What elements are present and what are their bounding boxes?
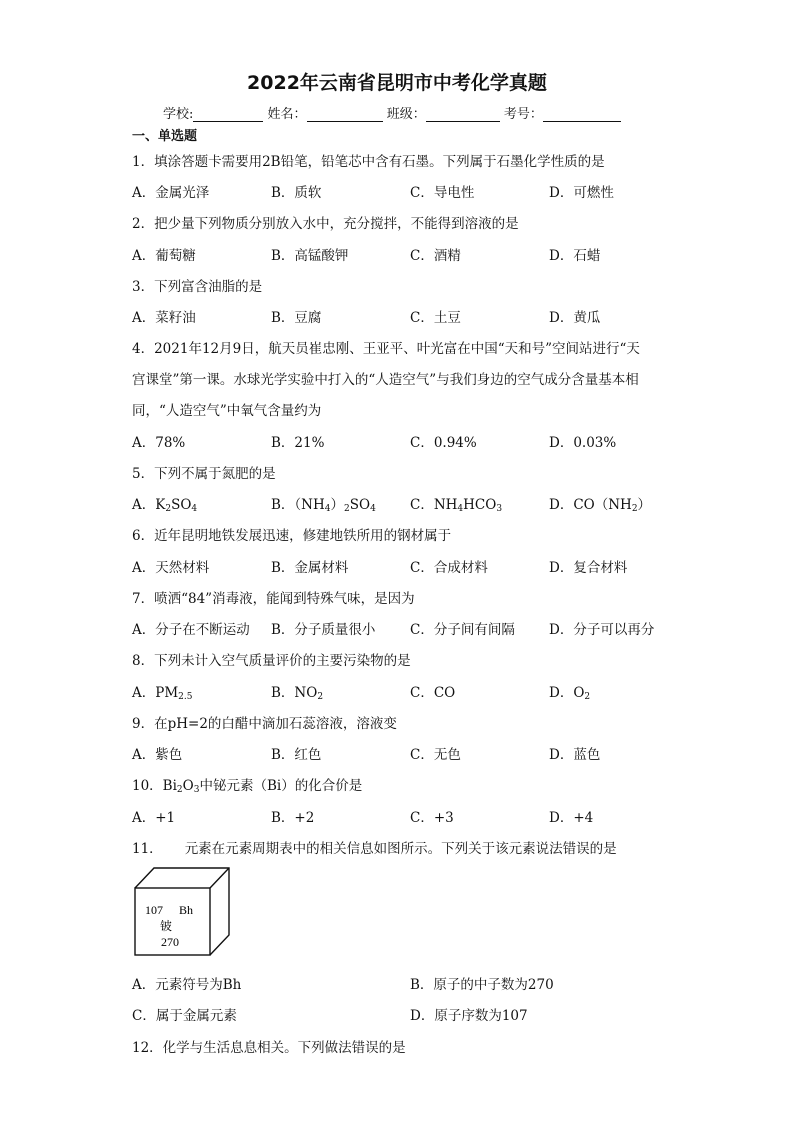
question-10-option-c: C．+3 xyxy=(410,810,454,826)
question-11-number: 11． xyxy=(132,841,163,857)
name-blank[interactable] xyxy=(307,107,383,122)
question-5-stem: 5．下列不属于氮肥的是 xyxy=(132,466,276,482)
page-title: 2022年云南省昆明市中考化学真题 xyxy=(247,72,547,94)
question-9-stem: 9．在pH=2的白醋中滴加石蕊溶液，溶液变 xyxy=(132,716,397,732)
element-name: 铍 xyxy=(160,919,173,933)
question-6-stem: 6．近年昆明地铁发展迅速，修建地铁所用的钢材属于 xyxy=(132,528,452,544)
question-1-option-d: D．可燃性 xyxy=(549,185,614,201)
question-5-option-b: B．$(NH_4)_2SO_4$ xyxy=(271,497,376,514)
class-label: 班级： xyxy=(386,107,426,122)
question-7-option-a: A．分子在不断运动 xyxy=(132,622,250,638)
question-4-stem-line-1: 4．2021年12月9日，航天员崔忠刚、王亚平、叶光富在中国“天和号”空间站进行“天 xyxy=(132,341,640,357)
question-3-option-d: D．黄瓜 xyxy=(549,310,601,326)
question-11-option-a: A．元素符号为Bh xyxy=(132,977,242,993)
question-4-option-a: A．78% xyxy=(132,435,186,451)
question-5-option-a: A．$K_2SO_4$ xyxy=(132,497,198,514)
question-6-option-b: B．金属材料 xyxy=(271,560,349,576)
question-8-option-c: C．CO xyxy=(410,685,456,701)
question-5-option-d: D．$CO(NH_2)$ xyxy=(549,497,652,514)
question-3-stem: 3．下列富含油脂的是 xyxy=(132,279,263,295)
school-label: 学校: xyxy=(163,107,194,122)
question-8-option-d: D．$O_2$ xyxy=(549,685,591,702)
question-8-stem: 8．下列未计入空气质量评价的主要污染物的是 xyxy=(132,653,411,669)
question-3-option-a: A．菜籽油 xyxy=(132,310,196,326)
question-2-option-b: B．高锰酸钾 xyxy=(271,248,349,264)
question-5-option-c: C．$NH_4HCO_3$ xyxy=(410,497,503,514)
question-4-option-c: C．0.94% xyxy=(410,435,477,451)
question-6-option-a: A．天然材料 xyxy=(132,560,210,576)
class-blank[interactable] xyxy=(426,107,500,122)
question-2-option-a: A．葡萄糖 xyxy=(132,248,196,264)
question-11-stem: 11． 元素在元素周期表中的相关信息如图所示。下列关于该元素说法错误的是 xyxy=(132,841,617,857)
question-4-stem-line-2: 宫课堂”第一课。水球光学实验中打入的“人造空气”与我们身边的空气成分含量基本相 xyxy=(132,372,639,388)
question-10-option-d: D．+4 xyxy=(549,810,594,826)
question-8-option-a: A．$PM_{2.5}$ xyxy=(132,685,193,702)
question-7-stem: 7．喷洒“84”消毒液，能闻到特殊气味，是因为 xyxy=(132,591,415,607)
question-10-stem: 10．$Bi_2O_3$中铋元素（Bi）的化合价是 xyxy=(132,778,363,795)
question-3-option-c: C．土豆 xyxy=(410,310,461,326)
school-blank[interactable] xyxy=(193,107,263,122)
exam-no-label: 考号： xyxy=(503,107,543,122)
question-9-option-b: B．红色 xyxy=(271,747,322,763)
question-1-stem: 1．填涂答题卡需要用2B铅笔，铅笔芯中含有石墨。下列属于石墨化学性质的是 xyxy=(132,154,605,170)
question-3-option-b: B．豆腐 xyxy=(271,310,322,326)
question-2-option-d: D．石蜡 xyxy=(549,248,601,264)
question-2-option-c: C．酒精 xyxy=(410,248,461,264)
element-cell-figure xyxy=(132,862,232,958)
section-heading: 一、单选题 xyxy=(132,129,198,144)
question-6-option-d: D．复合材料 xyxy=(549,560,628,576)
question-12-stem: 12．化学与生活息息相关。下列做法错误的是 xyxy=(132,1040,406,1056)
element-atomic-number: 107 xyxy=(145,903,163,917)
student-info-line xyxy=(163,103,621,122)
question-11-option-c: C．属于金属元素 xyxy=(132,1008,237,1024)
question-4-option-b: B．21% xyxy=(271,435,325,451)
exam-no-blank[interactable] xyxy=(543,107,621,122)
cube-top-right-edge xyxy=(210,868,229,888)
question-9-option-d: D．蓝色 xyxy=(549,747,601,763)
question-4-option-d: D．0.03% xyxy=(549,435,617,451)
question-7-option-b: B．分子质量很小 xyxy=(271,622,376,638)
element-symbol: Bh xyxy=(179,903,194,917)
name-label: 姓名： xyxy=(267,107,307,122)
question-7-option-c: C．分子间有间隔 xyxy=(410,622,515,638)
question-2-stem: 2．把少量下列物质分别放入水中，充分搅拌，不能得到溶液的是 xyxy=(132,216,519,232)
question-1-option-a: A．金属光泽 xyxy=(132,185,210,201)
question-1-option-c: C．导电性 xyxy=(410,185,475,201)
question-1-option-b: B．质软 xyxy=(271,185,322,201)
question-11-option-d: D．原子序数为107 xyxy=(410,1008,528,1024)
question-8-option-b: B．$NO_2$ xyxy=(271,685,324,702)
question-10-option-b: B．+2 xyxy=(271,810,315,826)
question-9-option-a: A．紫色 xyxy=(132,747,183,763)
element-atomic-mass: 270 xyxy=(161,935,179,949)
question-6-option-c: C．合成材料 xyxy=(410,560,488,576)
question-7-option-d: D．分子可以再分 xyxy=(549,622,655,638)
question-4-stem-line-3: 同，“人造空气”中氧气含量约为 xyxy=(132,403,322,419)
question-9-option-c: C．无色 xyxy=(410,747,461,763)
question-10-option-a: A．+1 xyxy=(132,810,176,826)
question-11-option-b: B．原子的中子数为270 xyxy=(410,977,554,993)
